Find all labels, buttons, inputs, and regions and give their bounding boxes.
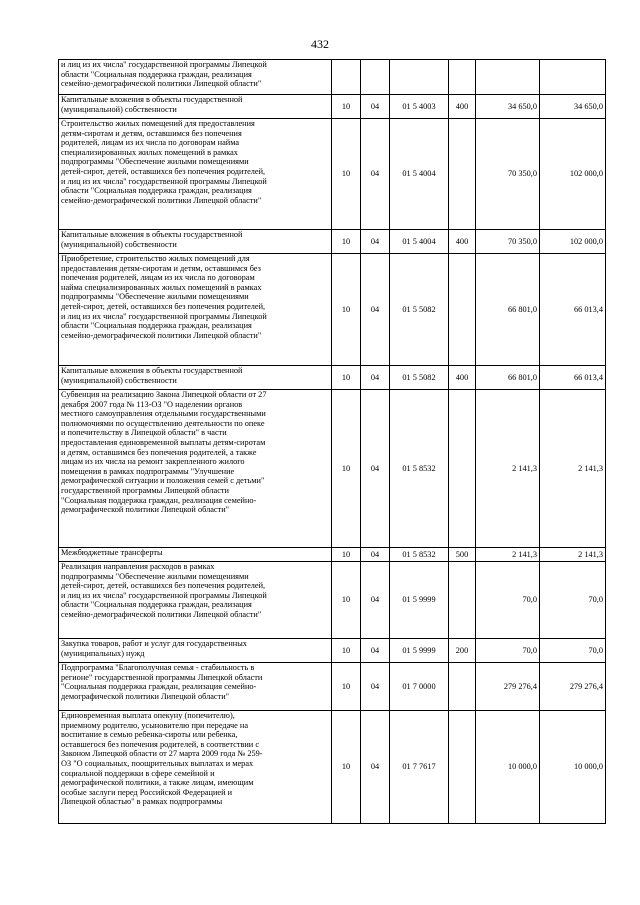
amount-year-1-cell <box>476 639 540 663</box>
expense-type-code: 500 <box>455 549 469 559</box>
table-body <box>59 60 606 824</box>
target-article-code-cell <box>390 390 449 548</box>
subsection-code-cell <box>361 95 390 119</box>
amount-year-1-cell <box>476 254 540 366</box>
subsection-code: 04 <box>370 549 380 559</box>
section-code-cell <box>332 95 361 119</box>
target-article-code-cell <box>390 548 449 562</box>
amount-year-2-cell <box>540 548 606 562</box>
amount-year-1-cell <box>476 60 540 95</box>
section-code: 10 <box>341 681 351 691</box>
subsection-code: 04 <box>370 169 380 179</box>
target-article-code: 01 5 5082 <box>402 304 436 314</box>
subsection-code-cell <box>361 663 390 711</box>
expense-type-code: 400 <box>455 236 469 246</box>
row-description: Капитальные вложения в объекты государственной (муниципальной) собственности <box>61 95 243 114</box>
table-row <box>59 390 606 548</box>
amount-year-2-cell <box>540 711 606 824</box>
amount-year-2-cell <box>540 254 606 366</box>
row-description: Строительство жилых помещений для предоставления детям-сиротам и детям, оставшимся без попечения родителей, лицам из их числа по договорам найма специализированных жилых помещений в рамках подпрограммы "Обеспечение жилыми помещениями детей-сирот, детей, оставшихся без попечения родителей, и лиц из их числа" государственной программы Липецкой области "Социальная поддержка граждан, реализация семейно-демографической политики Липецкой области" <box>61 119 267 205</box>
subsection-code-cell <box>361 711 390 824</box>
amount-year-1: 70 350,0 <box>507 236 537 246</box>
amount-year-2: 70,0 <box>588 595 603 605</box>
row-description: Реализация направления расходов в рамках подпрограммы "Обеспечение жилыми помещениями детей-сирот, детей, оставшихся без попечения родителей, и лиц из их числа" государственной программы Липецкой области "Социальная поддержка граждан, реализация семейно-демографической политики Липецкой области" <box>61 562 267 619</box>
amount-year-2-cell <box>540 119 606 230</box>
amount-year-2: 279 276,4 <box>569 681 603 691</box>
expense-type-code-cell <box>449 562 476 639</box>
amount-year-1: 2 141,3 <box>512 463 537 473</box>
row-description-cell <box>59 711 332 824</box>
amount-year-1: 66 801,0 <box>507 304 537 314</box>
section-code: 10 <box>341 762 351 772</box>
amount-year-1: 10 000,0 <box>507 762 537 772</box>
target-article-code: 01 5 4003 <box>402 101 436 111</box>
expense-type-code-cell <box>449 663 476 711</box>
amount-year-1: 66 801,0 <box>507 372 537 382</box>
subsection-code-cell <box>361 548 390 562</box>
row-description: Закупка товаров, работ и услуг для государственных (муниципальных) нужд <box>61 639 247 658</box>
amount-year-1-cell <box>476 366 540 390</box>
subsection-code: 04 <box>370 101 380 111</box>
amount-year-1-cell <box>476 562 540 639</box>
subsection-code-cell <box>361 562 390 639</box>
subsection-code-cell <box>361 230 390 254</box>
section-code: 10 <box>341 169 351 179</box>
section-code-cell <box>332 639 361 663</box>
target-article-code-cell <box>390 119 449 230</box>
amount-year-2: 10 000,0 <box>573 762 603 772</box>
subsection-code-cell <box>361 60 390 95</box>
amount-year-2-cell <box>540 390 606 548</box>
expense-type-code-cell <box>449 366 476 390</box>
target-article-code: 01 5 4004 <box>402 236 436 246</box>
row-description-cell <box>59 562 332 639</box>
subsection-code: 04 <box>370 236 380 246</box>
row-description: Единовременная выплата опекуну (попечителю), приемному родителю, усыновителю при передаче на воспитание в семью ребенка-сироты или ребенка, оставшегося без попечения родителей, в соответствии с Законом Липецкой области от 27 марта 2009 года № 259- ОЗ "О социальных, поощрительных выплатах и мерах социальной поддержки в сфере семейной и демографической политики, а также лицам, имеющим особые заслуги перед Российской Федерацией и Липецкой областью" в рамках подпрограммы <box>61 711 263 807</box>
expense-type-code-cell <box>449 60 476 95</box>
row-description-cell <box>59 119 332 230</box>
section-code-cell <box>332 366 361 390</box>
subsection-code: 04 <box>370 372 380 382</box>
amount-year-1: 34 650,0 <box>507 101 537 111</box>
table-row <box>59 95 606 119</box>
amount-year-2: 34 650,0 <box>573 101 603 111</box>
amount-year-1-cell <box>476 548 540 562</box>
subsection-code: 04 <box>370 681 380 691</box>
row-description: Межбюджетные трансферты <box>61 548 163 557</box>
amount-year-2-cell <box>540 95 606 119</box>
row-description: Капитальные вложения в объекты государственной (муниципальной) собственности <box>61 366 243 385</box>
target-article-code-cell <box>390 60 449 95</box>
section-code: 10 <box>341 304 351 314</box>
amount-year-2-cell <box>540 562 606 639</box>
section-code: 10 <box>341 595 351 605</box>
row-description: Приобретение, строительство жилых помещений для предоставления детям-сиротам и детям, оставшимся без попечения родителей, лицам из их числа по договорам найма специализированных жилых помещений в рамках подпрограммы "Обеспечение жилыми помещениями детей-сирот, детей, оставшихся без попечения родителей, и лиц из их числа" государственной программы Липецкой области "Социальная поддержка граждан, реализация семейно-демографической политики Липецкой области" <box>61 254 267 340</box>
amount-year-1: 70 350,0 <box>507 169 537 179</box>
amount-year-2: 102 000,0 <box>569 169 603 179</box>
target-article-code-cell <box>390 254 449 366</box>
target-article-code: 01 5 4004 <box>402 169 436 179</box>
subsection-code-cell <box>361 366 390 390</box>
amount-year-2: 2 141,3 <box>578 549 603 559</box>
target-article-code-cell <box>390 230 449 254</box>
target-article-code-cell <box>390 95 449 119</box>
row-description-cell <box>59 639 332 663</box>
row-description: Капитальные вложения в объекты государственной (муниципальной) собственности <box>61 230 243 249</box>
amount-year-2: 66 013,4 <box>573 304 603 314</box>
expense-type-code-cell <box>449 548 476 562</box>
section-code: 10 <box>341 645 351 655</box>
row-description-cell <box>59 390 332 548</box>
target-article-code: 01 7 7617 <box>402 762 436 772</box>
subsection-code-cell <box>361 639 390 663</box>
table-row <box>59 663 606 711</box>
row-description: Субвенция на реализацию Закона Липецкой области от 27 декабря 2007 года № 113-ОЗ "О наделении органов местного самоуправления отдельными государственными полномочиями по осуществлению деятельности по опеке и попечительству в Липецкой области" в части предоставления единовременной выплаты детям-сиротам и детям, оставшимся без попечения родителей, а также лицам из их числа на ремонт закрепленного жилого помещения в рамках подпрограммы "Улучшение демографической ситуации и положения семей с детьми" государственной программы Липецкой области "Социальная поддержка граждан, реализация семейно- демографической политики Липецкой области" <box>61 390 267 515</box>
section-code-cell <box>332 119 361 230</box>
expense-type-code-cell <box>449 95 476 119</box>
table-row <box>59 254 606 366</box>
target-article-code: 01 5 9999 <box>402 595 436 605</box>
target-article-code-cell <box>390 562 449 639</box>
section-code-cell <box>332 548 361 562</box>
subsection-code: 04 <box>370 762 380 772</box>
amount-year-1-cell <box>476 230 540 254</box>
section-code: 10 <box>341 463 351 473</box>
amount-year-1: 279 276,4 <box>503 681 537 691</box>
subsection-code: 04 <box>370 645 380 655</box>
amount-year-2-cell <box>540 230 606 254</box>
target-article-code-cell <box>390 711 449 824</box>
table-row <box>59 711 606 824</box>
expense-type-code-cell <box>449 230 476 254</box>
expense-type-code: 400 <box>455 101 469 111</box>
subsection-code-cell <box>361 390 390 548</box>
expense-type-code-cell <box>449 254 476 366</box>
amount-year-1-cell <box>476 663 540 711</box>
section-code: 10 <box>341 236 351 246</box>
section-code: 10 <box>341 372 351 382</box>
expense-type-code-cell <box>449 711 476 824</box>
section-code: 10 <box>341 101 351 111</box>
target-article-code-cell <box>390 663 449 711</box>
target-article-code: 01 5 5082 <box>402 372 436 382</box>
expense-type-code-cell <box>449 390 476 548</box>
section-code-cell <box>332 230 361 254</box>
budget-table <box>58 59 606 824</box>
amount-year-1-cell <box>476 119 540 230</box>
section-code: 10 <box>341 549 351 559</box>
row-description: Подпрограмма "Благополучная семья - стабильность в регионе" государственной программы Липецкой области "Социальная поддержка граждан, реализация семейно- демографической политики Липецкой области" <box>61 663 263 701</box>
row-description-cell <box>59 254 332 366</box>
target-article-code-cell <box>390 639 449 663</box>
row-description-cell <box>59 230 332 254</box>
target-article-code: 01 5 8532 <box>402 463 436 473</box>
expense-type-code: 200 <box>455 645 469 655</box>
section-code-cell <box>332 254 361 366</box>
expense-type-code: 400 <box>455 372 469 382</box>
target-article-code-cell <box>390 366 449 390</box>
row-description-cell <box>59 366 332 390</box>
amount-year-2: 102 000,0 <box>569 236 603 246</box>
target-article-code: 01 5 9999 <box>402 645 436 655</box>
amount-year-2-cell <box>540 60 606 95</box>
subsection-code-cell <box>361 119 390 230</box>
subsection-code-cell <box>361 254 390 366</box>
row-description-cell <box>59 95 332 119</box>
section-code-cell <box>332 562 361 639</box>
row-description-cell <box>59 548 332 562</box>
expense-type-code-cell <box>449 119 476 230</box>
table-row <box>59 119 606 230</box>
amount-year-2-cell <box>540 639 606 663</box>
subsection-code: 04 <box>370 595 380 605</box>
amount-year-2: 70,0 <box>588 645 603 655</box>
table-row <box>59 548 606 562</box>
section-code-cell <box>332 663 361 711</box>
table-row <box>59 60 606 95</box>
amount-year-1-cell <box>476 390 540 548</box>
amount-year-2: 2 141,3 <box>578 463 603 473</box>
table-row <box>59 639 606 663</box>
amount-year-1-cell <box>476 95 540 119</box>
amount-year-2-cell <box>540 366 606 390</box>
row-description-cell <box>59 60 332 95</box>
amount-year-2: 66 013,4 <box>573 372 603 382</box>
subsection-code: 04 <box>370 304 380 314</box>
row-description-cell <box>59 663 332 711</box>
target-article-code: 01 7 0000 <box>402 681 436 691</box>
page-number: 432 <box>311 37 329 51</box>
table-row <box>59 230 606 254</box>
expense-type-code-cell <box>449 639 476 663</box>
amount-year-2-cell <box>540 663 606 711</box>
subsection-code: 04 <box>370 463 380 473</box>
amount-year-1: 70,0 <box>522 645 537 655</box>
amount-year-1: 2 141,3 <box>512 549 537 559</box>
section-code-cell <box>332 711 361 824</box>
amount-year-1: 70,0 <box>522 595 537 605</box>
table-row <box>59 366 606 390</box>
target-article-code: 01 5 8532 <box>402 549 436 559</box>
amount-year-1-cell <box>476 711 540 824</box>
table-row <box>59 562 606 639</box>
section-code-cell <box>332 60 361 95</box>
section-code-cell <box>332 390 361 548</box>
row-description: и лиц из их числа" государственной программы Липецкой области "Социальная поддержка граждан, реализация семейно-демографической политики Липецкой области" <box>61 60 267 89</box>
